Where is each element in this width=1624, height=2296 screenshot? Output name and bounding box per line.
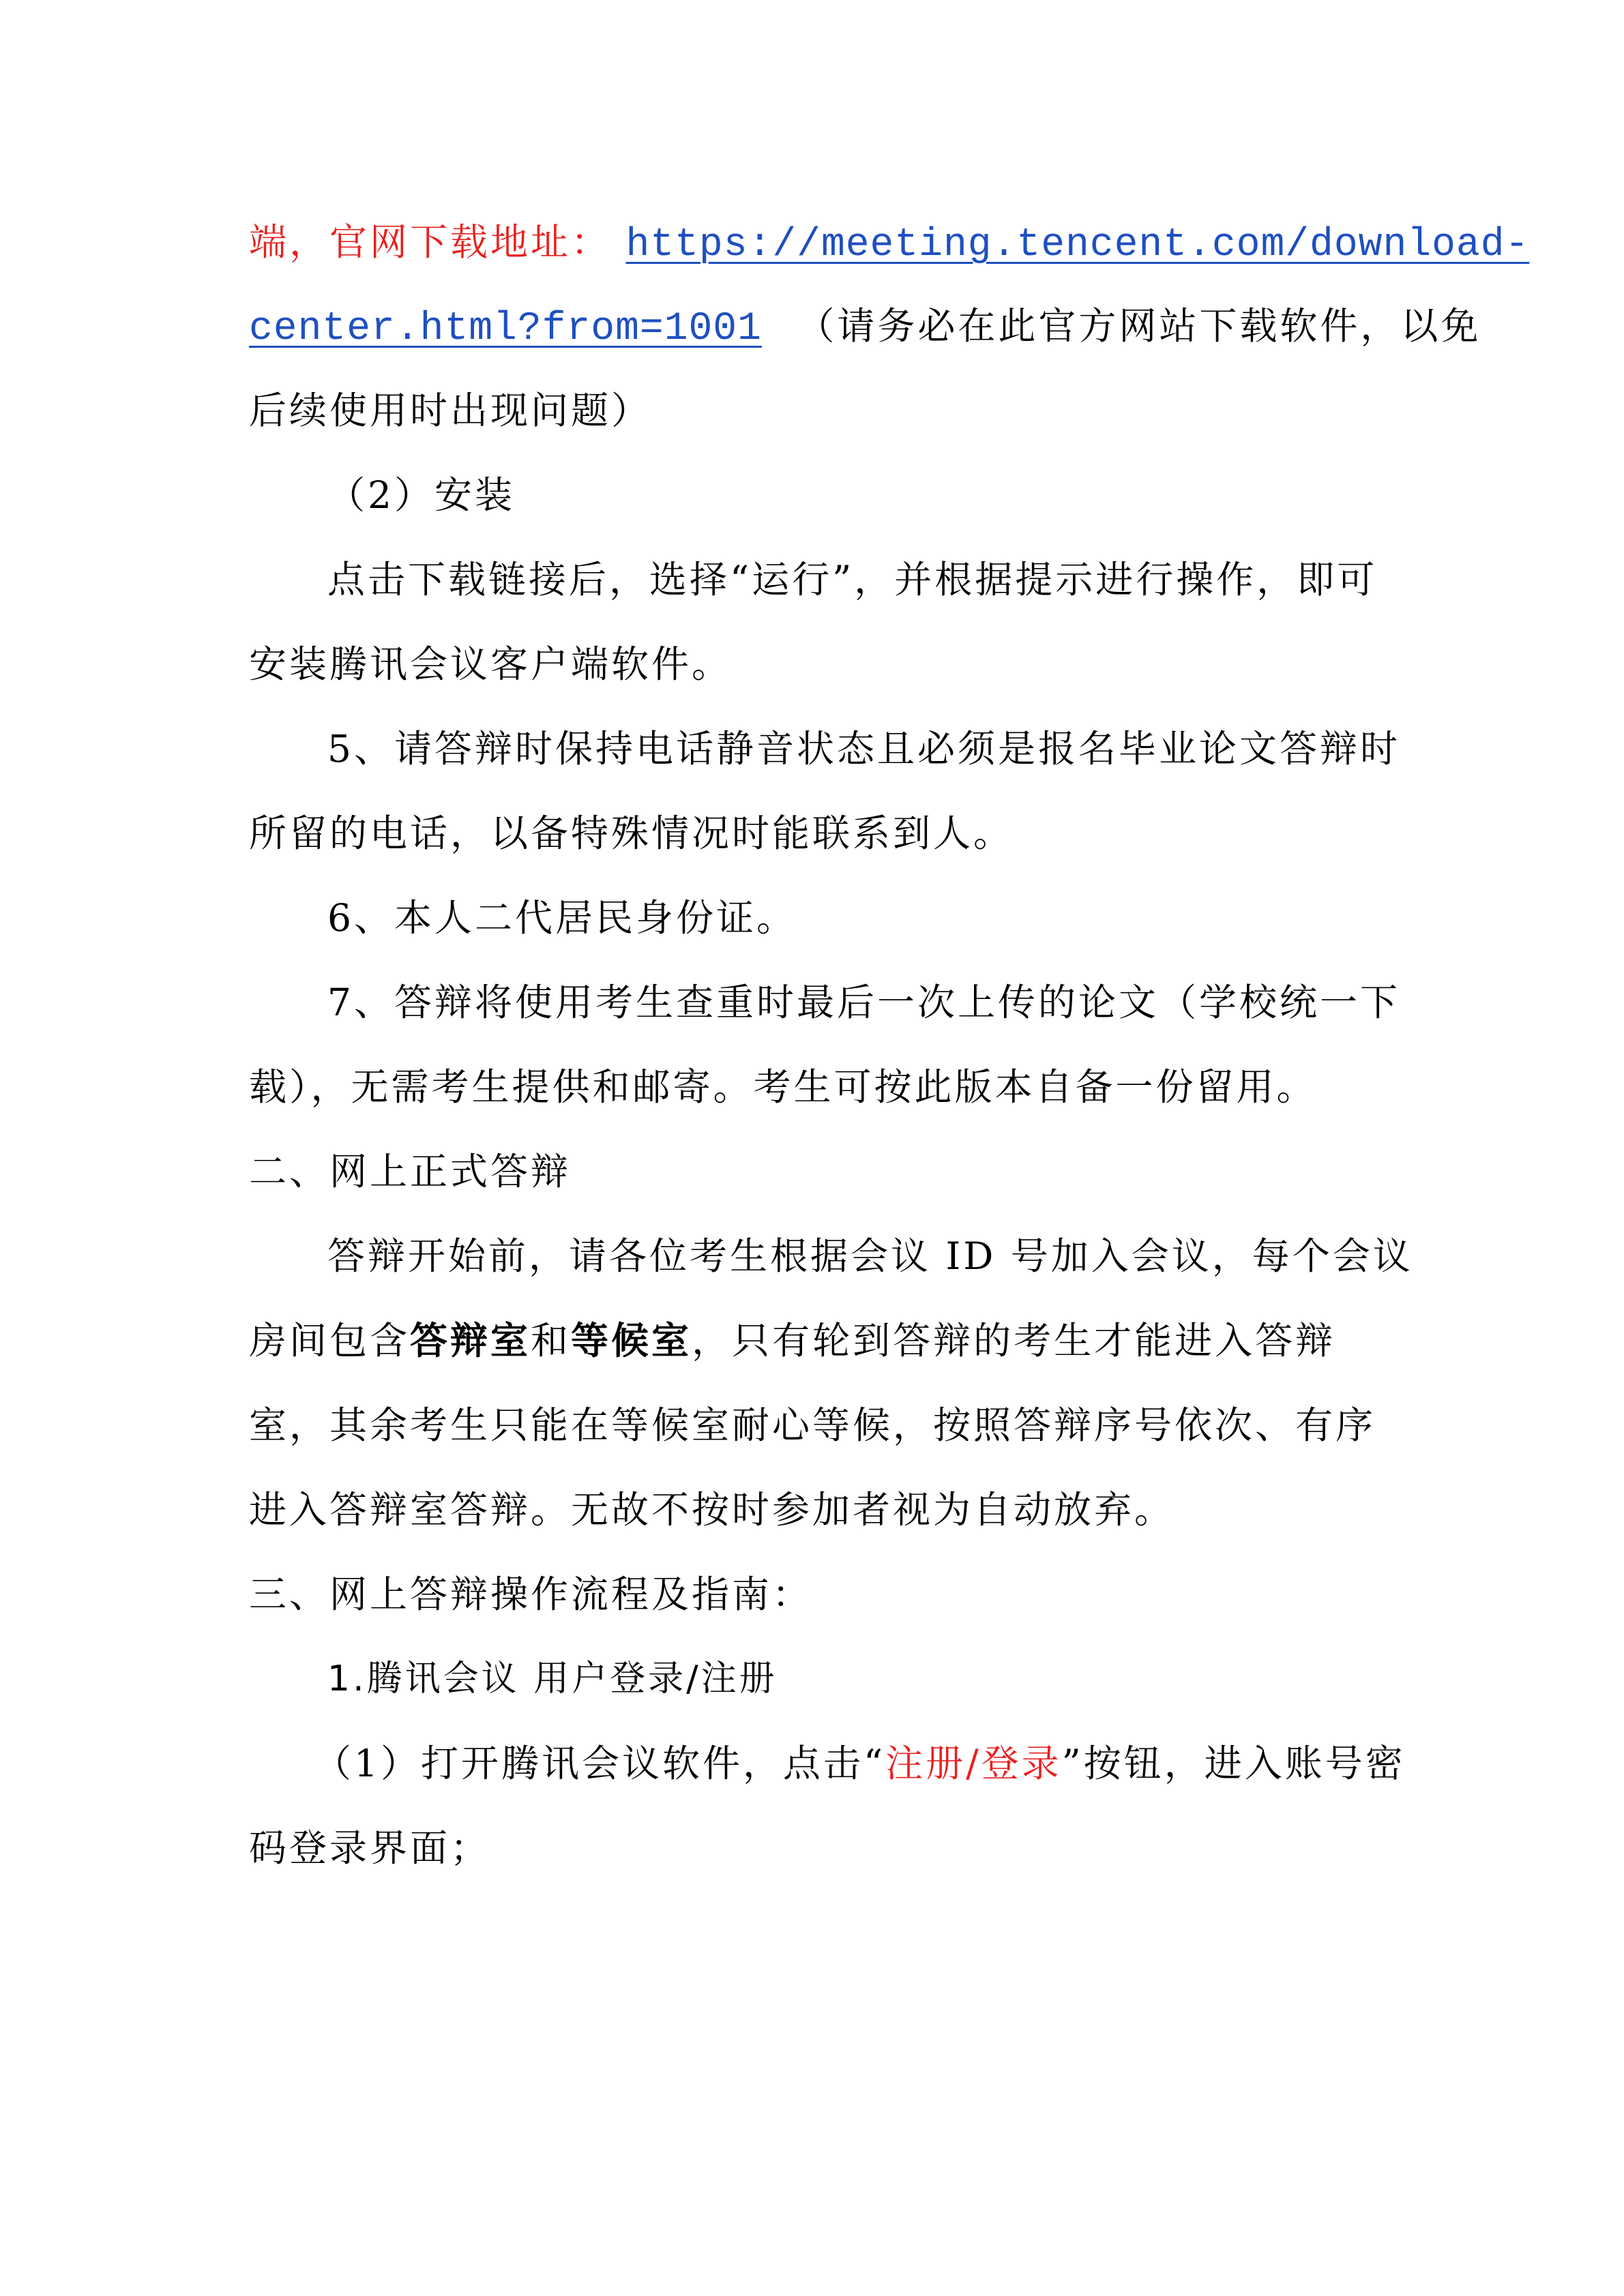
item5-line-1: 5、请答辩时保持电话静音状态且必须是报名毕业论文答辩时 xyxy=(327,727,1400,771)
item6-line-1: 6、本人二代居民身份证。 xyxy=(327,896,797,940)
register-login-label: 注册/登录 xyxy=(885,1742,1062,1785)
section2-line-2 xyxy=(249,1313,1388,1368)
section2-line-2-end: ，只有轮到答辩的考生才能进入答辩 xyxy=(692,1319,1336,1362)
section3-sub-heading: 1.腾讯会议 用户登录/注册 xyxy=(327,1658,778,1699)
download-note: （请务必在此官方网站下载软件，以免 xyxy=(797,304,1481,348)
section2-line-1: 答辩开始前，请各位考生根据会议 ID 号加入会议，每个会议 xyxy=(327,1234,1413,1278)
download-paragraph-line-1 xyxy=(249,215,1530,273)
step1-text-start: （1）打开腾讯会议软件，点击“ xyxy=(314,1742,886,1785)
item5-line-2: 所留的电话，以备特殊情况时能联系到人。 xyxy=(249,811,1014,855)
section2-line-2-and: 和 xyxy=(531,1319,572,1362)
section2-heading: 二、网上正式答辩 xyxy=(249,1150,572,1193)
item7-line-1: 7、答辩将使用考生查重时最后一次上传的论文（学校统一下 xyxy=(327,981,1400,1024)
section2-line-3: 室，其余考生只能在等候室耐心等候，按照答辩序号依次、有序 xyxy=(249,1403,1376,1447)
download-link-part-2[interactable]: center.html?from=1001 xyxy=(249,307,762,351)
download-note-continued: 后续使用时出现问题） xyxy=(249,389,652,432)
defense-room-term: 答辩室 xyxy=(410,1319,531,1362)
section2-line-2-start: 房间包含 xyxy=(249,1319,411,1362)
install-line-1: 点击下载链接后，选择“运行”，并根据提示进行操作，即可 xyxy=(327,558,1378,601)
section3-step1-line-1 xyxy=(314,1736,1453,1791)
item7-line-2: 载），无需考生提供和邮寄。考生可按此版本自备一份留用。 xyxy=(249,1065,1317,1109)
download-address-label: 端，官网下载地址： xyxy=(249,220,612,264)
waiting-room-term: 等候室 xyxy=(571,1319,692,1362)
section3-heading: 三、网上答辩操作流程及指南： xyxy=(249,1572,813,1616)
download-paragraph-line-2 xyxy=(249,299,1481,357)
download-link-part-1[interactable]: https://meeting.tencent.com/download- xyxy=(625,223,1530,267)
install-heading: （2）安装 xyxy=(327,473,515,517)
section2-line-4: 进入答辩室答辩。无故不按时参加者视为自动放弃。 xyxy=(249,1488,1175,1532)
install-line-2: 安装腾讯会议客户端软件。 xyxy=(249,642,733,686)
step1-text-end: ”按钮，进入账号密 xyxy=(1061,1742,1406,1785)
section3-step1-line-2: 码登录界面； xyxy=(249,1826,491,1870)
